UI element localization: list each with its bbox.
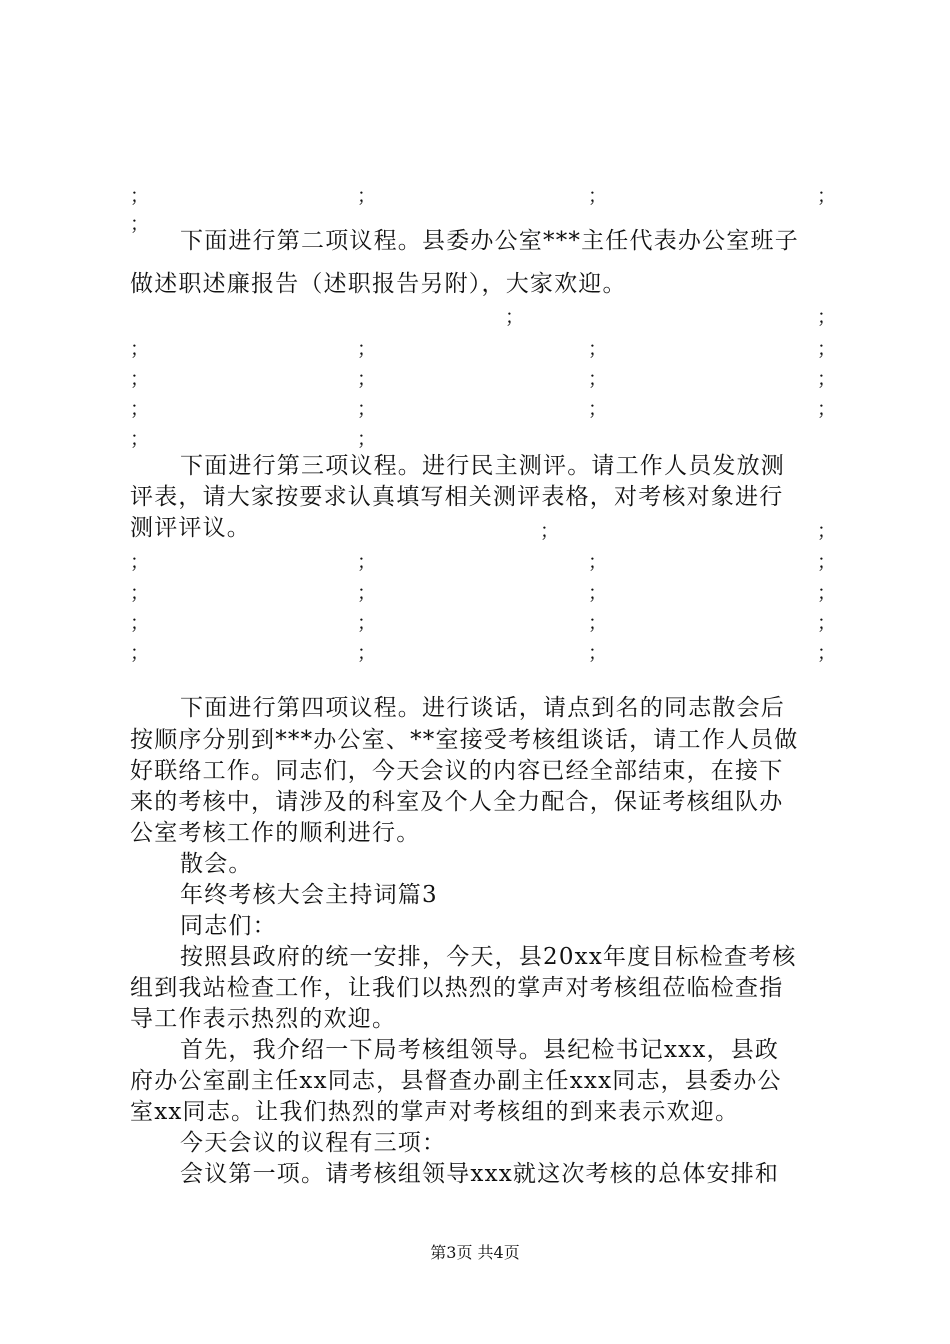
separator-mark: ；	[588, 368, 608, 390]
section-heading: 年终考核大会主持词篇3	[180, 882, 438, 908]
body-line: 下面进行第四项议程。进行谈话，请点到名的同志散会后	[180, 695, 785, 721]
separator-mark: ；	[505, 306, 525, 328]
separator-mark: ；	[817, 551, 837, 573]
separator-mark: ；	[130, 612, 150, 634]
body-line: 按顺序分别到***办公室、**室接受考核组谈话，请工作人员做	[130, 727, 799, 753]
separator-mark: ；	[817, 185, 837, 207]
separator-mark: ；	[357, 642, 377, 664]
salutation: 同志们：	[180, 913, 277, 939]
body-line: 测评评议。	[130, 515, 251, 541]
separator-mark: ；	[130, 398, 150, 420]
separator-mark: ；	[817, 306, 837, 328]
separator-mark: ；	[588, 642, 608, 664]
body-line: 散会。	[180, 851, 253, 877]
separator-mark: ；	[817, 338, 837, 360]
body-line: 来的考核中，请涉及的科室及个人全力配合，保证考核组队办	[130, 789, 784, 815]
separator-mark: ；	[130, 582, 150, 604]
body-line: 好联络工作。同志们，今天会议的内容已经全部结束，在接下	[130, 758, 784, 784]
body-line: 按照县政府的统一安排，今天，县20xx年度目标检查考核	[180, 944, 797, 970]
separator-mark: ；	[357, 551, 377, 573]
separator-mark: ；	[130, 642, 150, 664]
body-line: 下面进行第二项议程。县委办公室***主任代表办公室班子	[180, 228, 799, 254]
separator-mark: ；	[357, 612, 377, 634]
separator-mark: ；	[817, 398, 837, 420]
separator-mark: ；	[817, 642, 837, 664]
body-line: 会议第一项。请考核组领导xxx就这次考核的总体安排和	[180, 1161, 780, 1187]
body-line: 组到我站检查工作，让我们以热烈的掌声对考核组莅临检查指	[130, 975, 784, 1001]
body-line: 评表，请大家按要求认真填写相关测评表格，对考核对象进行	[130, 484, 784, 510]
separator-mark: ；	[130, 368, 150, 390]
body-line: 导工作表示热烈的欢迎。	[130, 1006, 397, 1032]
separator-mark: ；	[588, 551, 608, 573]
body-line: 公室考核工作的顺利进行。	[130, 820, 421, 846]
body-line: 府办公室副主任xx同志，县督查办副主任xxx同志，县委办公	[130, 1068, 782, 1094]
separator-mark: ；	[357, 398, 377, 420]
body-line: 室xx同志。让我们热烈的掌声对考核组的到来表示欢迎。	[130, 1099, 740, 1125]
page-footer: 第3页 共4页	[430, 1243, 520, 1262]
body-line: 今天会议的议程有三项：	[180, 1130, 447, 1156]
separator-mark: ；	[130, 185, 150, 207]
separator-mark: ；	[130, 428, 150, 450]
separator-mark: ；	[817, 520, 837, 542]
body-line: 首先，我介绍一下局考核组领导。县纪检书记xxx，县政	[180, 1037, 780, 1063]
separator-mark: ；	[130, 213, 150, 235]
separator-mark: ；	[588, 338, 608, 360]
separator-mark: ；	[588, 185, 608, 207]
body-line: 做述职述廉报告（述职报告另附），大家欢迎。	[130, 271, 627, 297]
separator-mark: ；	[540, 520, 560, 542]
separator-mark: ；	[588, 398, 608, 420]
separator-mark: ；	[588, 582, 608, 604]
separator-mark: ；	[357, 185, 377, 207]
separator-mark: ；	[817, 582, 837, 604]
separator-mark: ；	[357, 338, 377, 360]
body-line: 下面进行第三项议程。进行民主测评。请工作人员发放测	[180, 453, 785, 479]
separator-mark: ；	[130, 551, 150, 573]
separator-mark: ；	[130, 338, 150, 360]
separator-mark: ；	[817, 612, 837, 634]
separator-mark: ；	[357, 368, 377, 390]
separator-mark: ；	[357, 428, 377, 450]
separator-mark: ；	[817, 368, 837, 390]
separator-mark: ；	[357, 582, 377, 604]
separator-mark: ；	[588, 612, 608, 634]
